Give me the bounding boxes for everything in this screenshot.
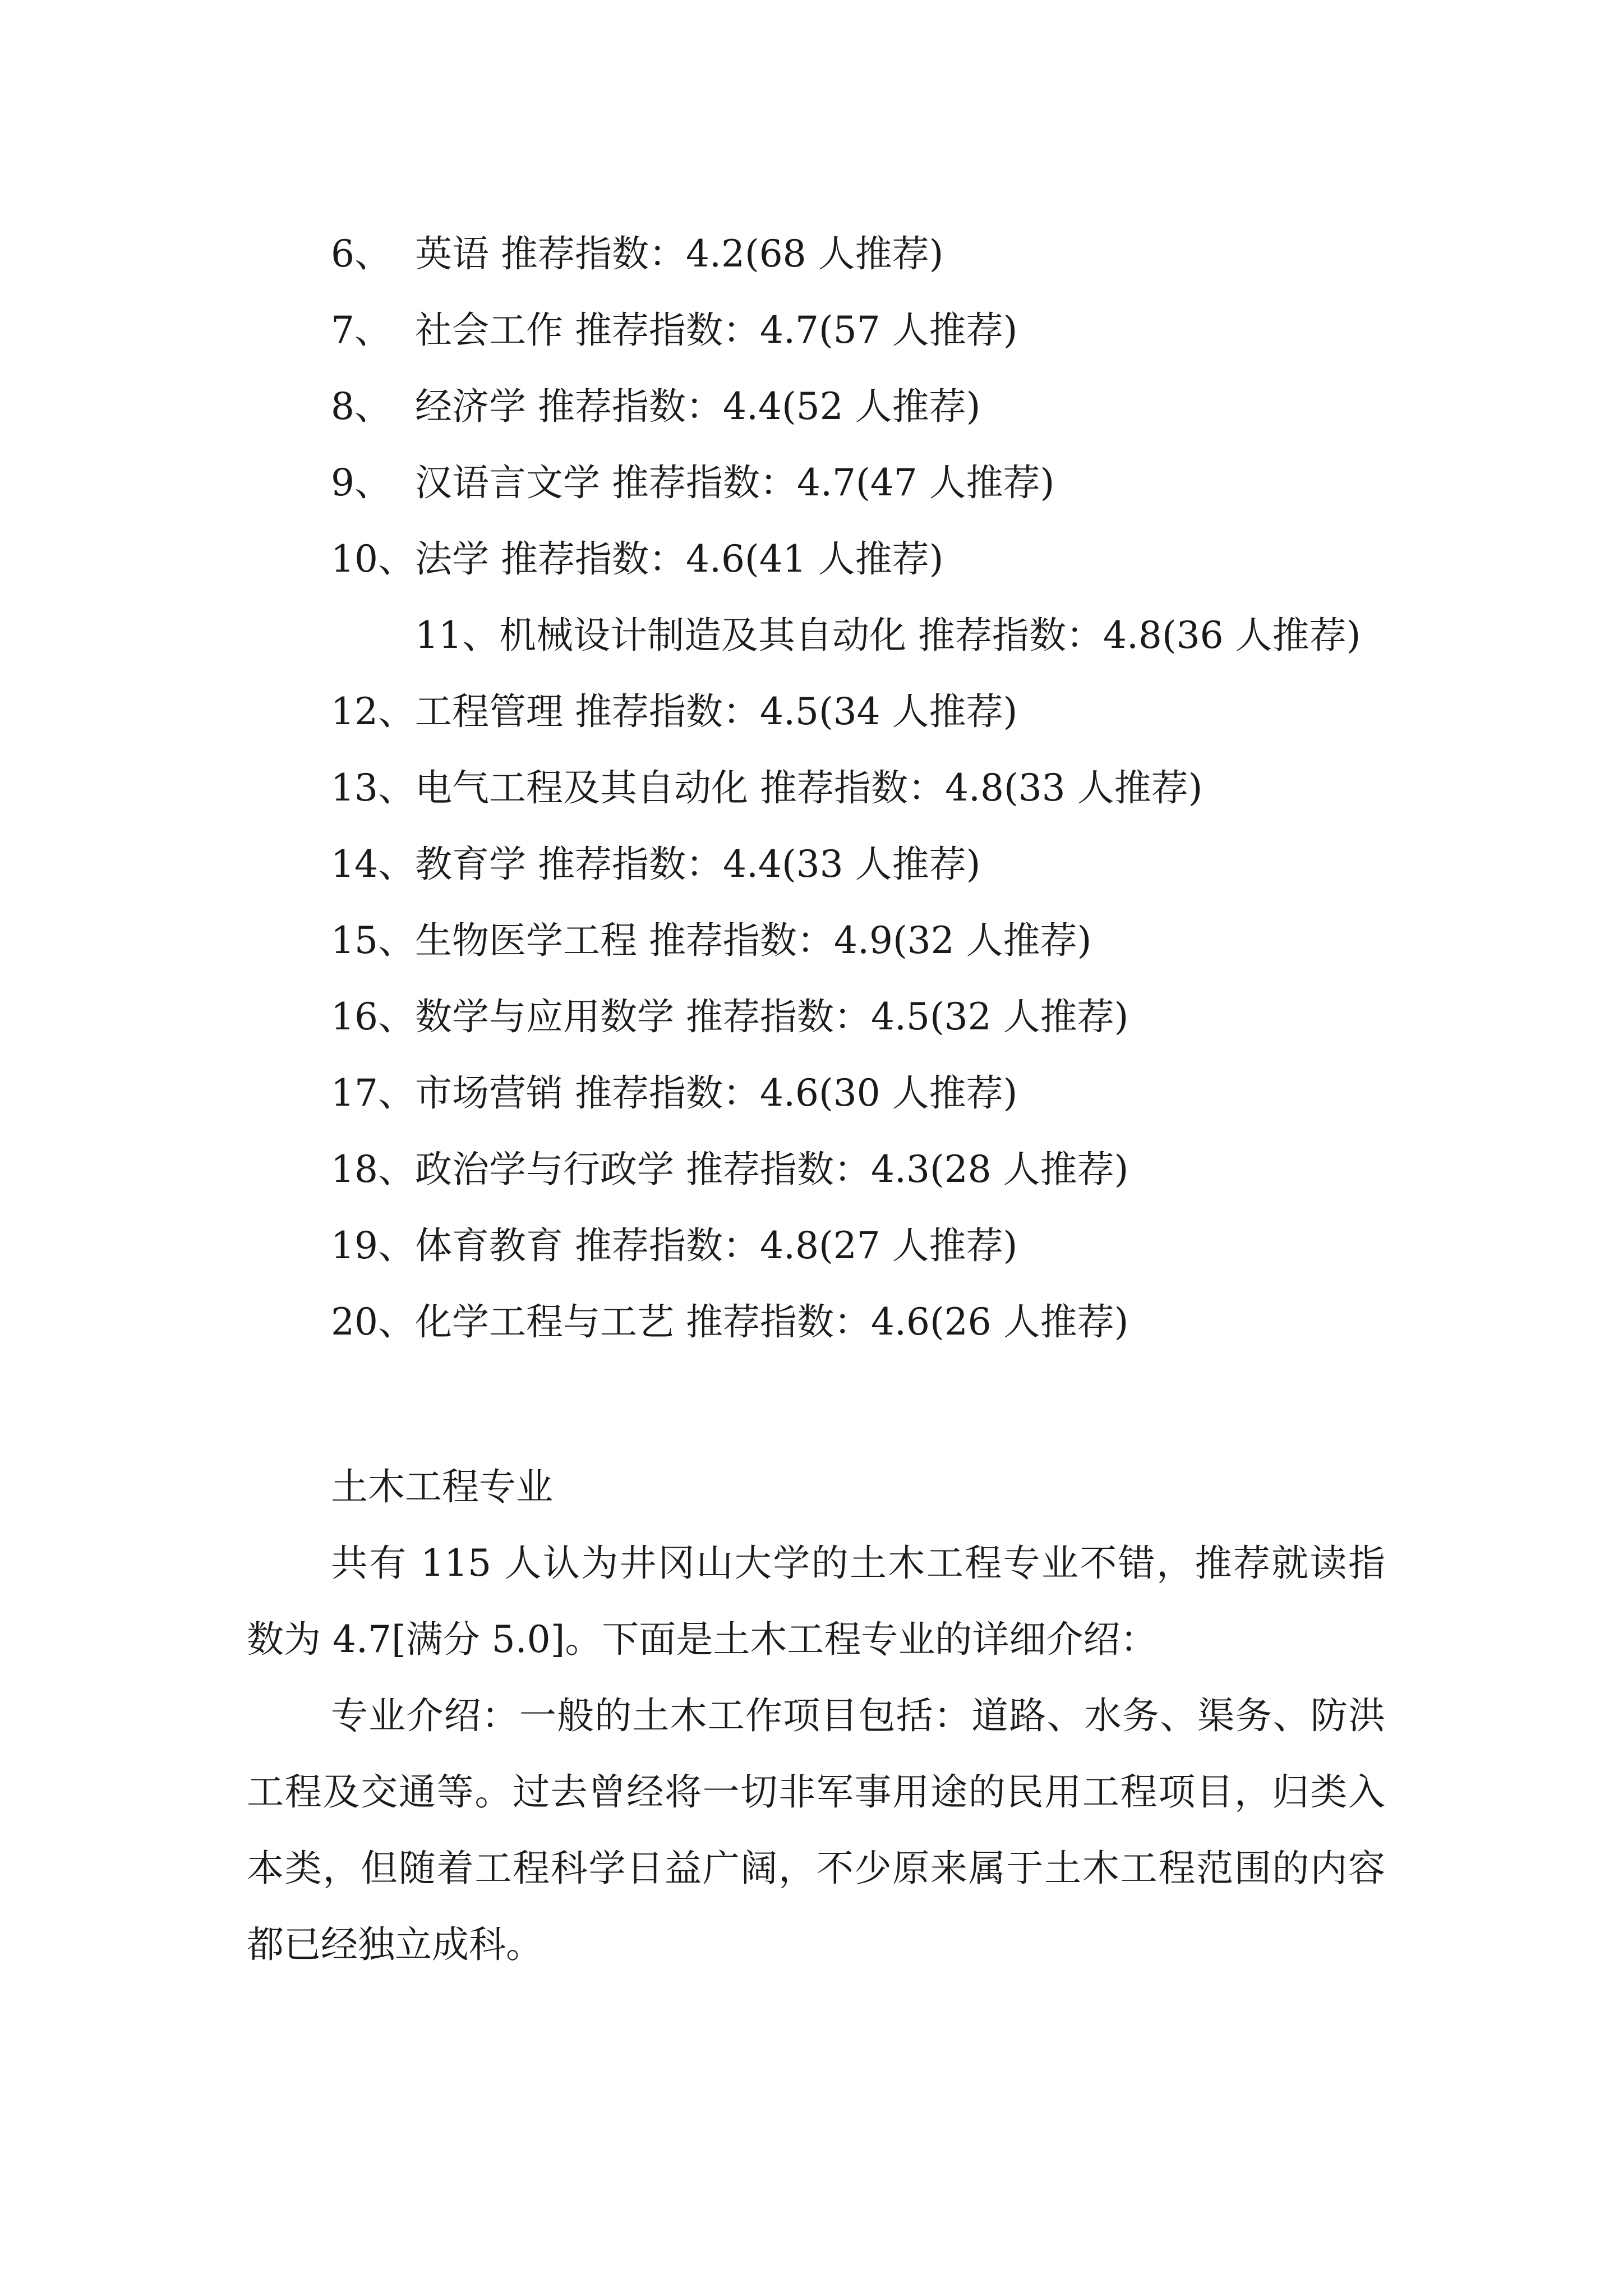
item-number: 13、: [331, 766, 415, 809]
item-number: 19、: [331, 1224, 415, 1267]
item-number: 16、: [331, 995, 415, 1038]
item-number: 8、: [331, 385, 391, 428]
item-text: 市场营销 推荐指数：4.6(30 人推荐): [415, 1071, 1018, 1115]
item-text: 教育学 推荐指数：4.4(33 人推荐): [415, 843, 981, 886]
list-item: [247, 979, 1396, 1055]
list-item: [247, 674, 1396, 750]
list-item: [247, 1131, 1396, 1208]
list-item: [247, 750, 1396, 826]
major-ranking-list: [247, 216, 1396, 1360]
list-item: [247, 1055, 1396, 1131]
item-number: 9、: [331, 461, 391, 504]
item-number: 20、: [331, 1300, 415, 1343]
item-number: 11、: [415, 614, 499, 657]
item-text: 政治学与行政学 推荐指数：4.3(28 人推荐): [415, 1148, 1129, 1191]
list-item: [247, 369, 1396, 445]
list-item: [247, 521, 1396, 597]
item-text: 法学 推荐指数：4.6(41 人推荐): [415, 537, 944, 581]
civil-engineering-section: [247, 1449, 1385, 1983]
list-item: [247, 826, 1396, 903]
item-number: 6、: [331, 232, 391, 275]
item-text: 经济学 推荐指数：4.4(52 人推荐): [415, 385, 981, 428]
item-text: 体育教育 推荐指数：4.8(27 人推荐): [415, 1224, 1018, 1267]
list-item: [247, 597, 1396, 674]
item-text: 汉语言文学 推荐指数：4.7(47 人推荐): [415, 461, 1055, 504]
item-number: 15、: [331, 919, 415, 962]
list-item: [247, 445, 1396, 521]
item-number: 18、: [331, 1148, 415, 1191]
item-text: 化学工程与工艺 推荐指数：4.6(26 人推荐): [415, 1300, 1129, 1343]
item-text: 社会工作 推荐指数：4.7(57 人推荐): [415, 309, 1018, 352]
list-item: [247, 1284, 1396, 1360]
list-item: [247, 292, 1396, 369]
item-text: 英语 推荐指数：4.2(68 人推荐): [415, 232, 944, 275]
section-heading: 土木工程专业: [331, 1465, 553, 1508]
item-number: 12、: [331, 690, 415, 733]
item-text: 工程管理 推荐指数：4.5(34 人推荐): [415, 690, 1018, 733]
list-item: [247, 903, 1396, 979]
description-paragraph: 专业介绍：一般的土木工作项目包括：道路、水务、渠务、防洪工程及交通等。过去曾经将一切非军事用途的民用工程项目，归类入本类，但随着工程科学日益广阔，不少原来属于土木工程范围的内容都已经独立成科。: [247, 1694, 1385, 1966]
intro-paragraph: 共有 115 人认为井冈山大学的土木工程专业不错，推荐就读指数为 4.7[满分 5.0]。下面是土木工程专业的详细介绍：: [247, 1542, 1385, 1661]
item-number: 14、: [331, 843, 415, 886]
item-text: 电气工程及其自动化 推荐指数：4.8(33 人推荐): [415, 766, 1203, 809]
list-item: [247, 216, 1396, 292]
item-text: 数学与应用数学 推荐指数：4.5(32 人推荐): [415, 995, 1129, 1038]
item-wrapped-content: [247, 597, 1396, 674]
list-item: [247, 1208, 1396, 1284]
item-number: 10、: [331, 537, 415, 581]
item-number: 17、: [331, 1071, 415, 1115]
item-text: 生物医学工程 推荐指数：4.9(32 人推荐): [415, 919, 1092, 962]
item-text: 机械设计制造及其自动化 推荐指数：4.8(36 人推荐): [499, 614, 1361, 657]
item-number: 7、: [331, 309, 391, 352]
